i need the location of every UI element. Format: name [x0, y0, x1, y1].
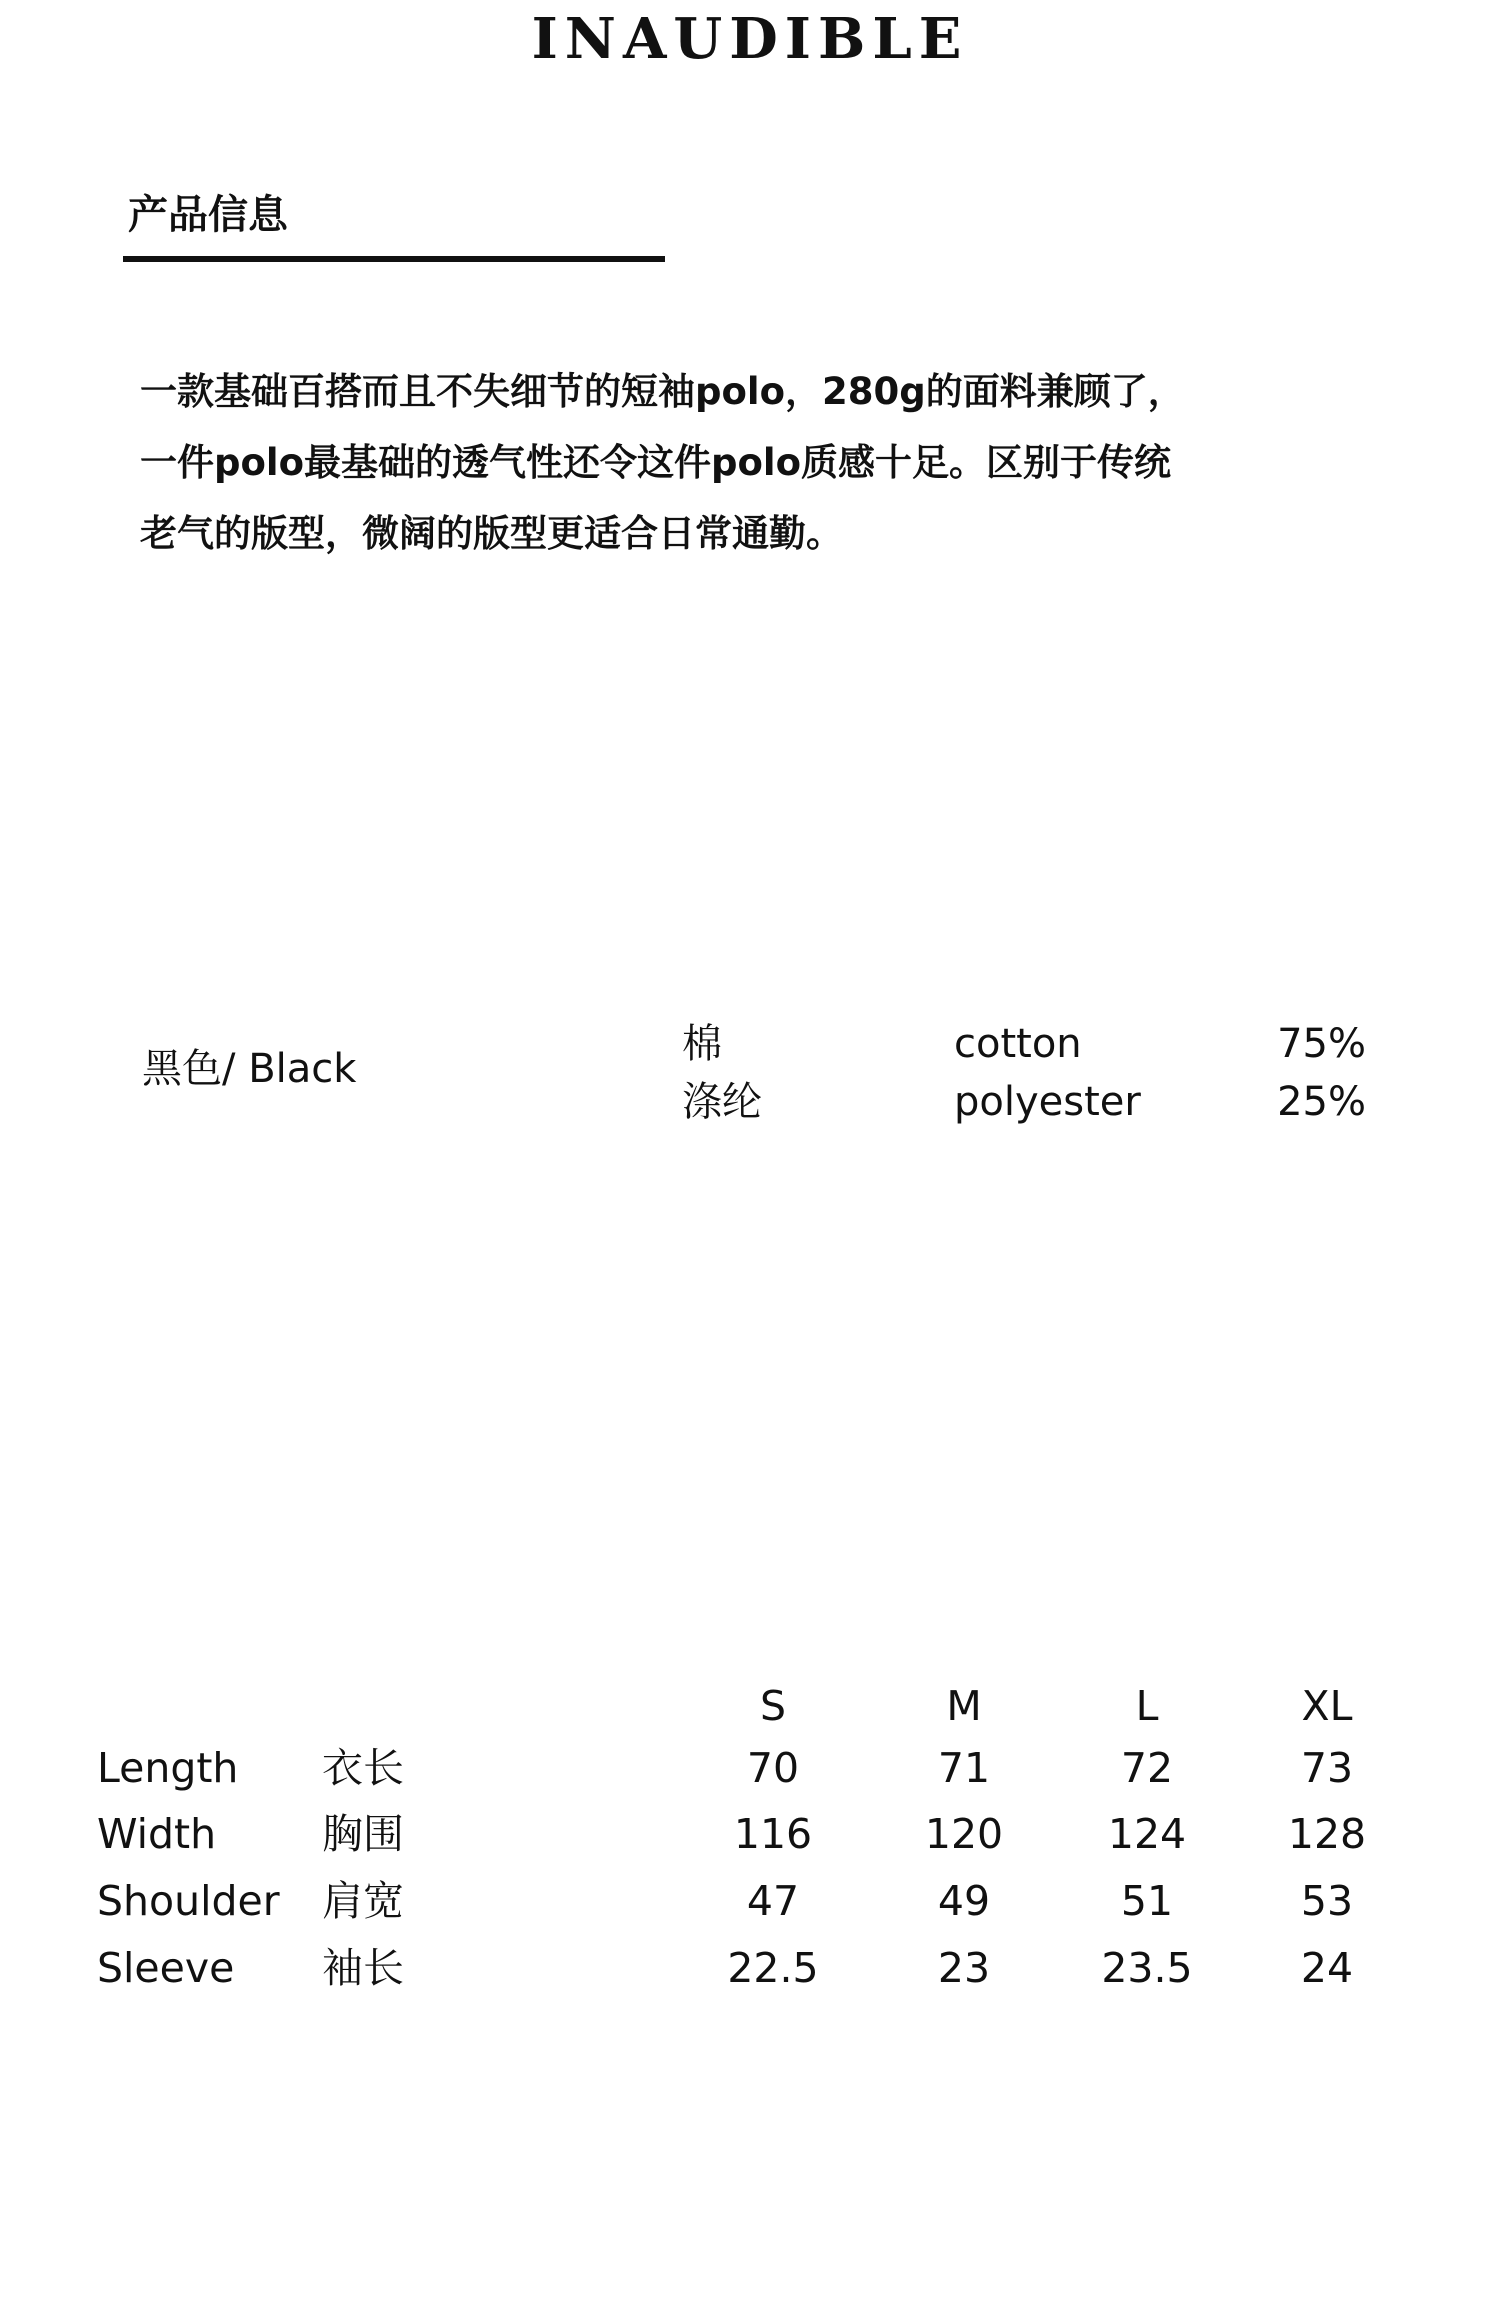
brand-logo: INAUDIBLE	[531, 6, 969, 72]
size-row-width	[0, 1806, 1500, 1862]
size-value: 24	[1300, 1944, 1354, 1992]
measure-label-cn: 衣长	[322, 1744, 404, 1792]
measure-label-cn: 袖长	[322, 1944, 404, 1992]
size-row-sleeve	[0, 1940, 1500, 1996]
description-line: 一件polo最基础的透气性还令这件polo质感十足。区别于传统	[140, 441, 1172, 484]
section-title: 产品信息	[128, 192, 288, 238]
size-value: 71	[937, 1744, 991, 1792]
material-percent: 25%	[1277, 1079, 1366, 1125]
size-value: 128	[1287, 1810, 1367, 1858]
measure-label-en: Width	[97, 1810, 217, 1858]
measure-label-en: Length	[97, 1744, 239, 1792]
color-label: 黑色/ Black	[142, 1046, 357, 1092]
size-row-length	[0, 1740, 1500, 1796]
material-name-en: polyester	[954, 1079, 1141, 1125]
size-header-l: L	[1135, 1682, 1159, 1730]
description-line: 一款基础百搭而且不失细节的短袖polo，280g的面料兼顾了，	[140, 370, 1185, 413]
description-line: 老气的版型，微阔的版型更适合日常通勤。	[140, 512, 843, 555]
size-value: 120	[924, 1810, 1004, 1858]
size-value: 116	[733, 1810, 813, 1858]
size-value: 124	[1107, 1810, 1187, 1858]
measure-label-cn: 肩宽	[322, 1877, 404, 1925]
size-value: 72	[1120, 1744, 1174, 1792]
size-value: 47	[746, 1877, 800, 1925]
size-value: 53	[1300, 1877, 1354, 1925]
size-value: 23.5	[1101, 1944, 1193, 1992]
size-header-m: M	[946, 1682, 982, 1730]
size-header-xl: XL	[1301, 1682, 1353, 1730]
material-name-cn: 棉	[682, 1021, 722, 1067]
size-value: 51	[1120, 1877, 1174, 1925]
measure-label-en: Sleeve	[97, 1944, 235, 1992]
size-value: 70	[746, 1744, 800, 1792]
size-value: 23	[937, 1944, 991, 1992]
measure-label-cn: 胸围	[322, 1810, 404, 1858]
material-row	[0, 1076, 1500, 1128]
material-percent: 75%	[1277, 1021, 1366, 1067]
material-name-en: cotton	[954, 1021, 1082, 1067]
material-name-cn: 涤纶	[682, 1079, 762, 1125]
product-description	[140, 356, 1360, 569]
measure-label-en: Shoulder	[97, 1877, 280, 1925]
size-value: 49	[937, 1877, 991, 1925]
size-value: 22.5	[727, 1944, 819, 1992]
size-row-shoulder	[0, 1873, 1500, 1929]
size-value: 73	[1300, 1744, 1354, 1792]
section-divider	[123, 256, 665, 262]
size-header-s: S	[759, 1682, 787, 1730]
size-header-row	[0, 1678, 1500, 1734]
material-row	[0, 1018, 1500, 1070]
